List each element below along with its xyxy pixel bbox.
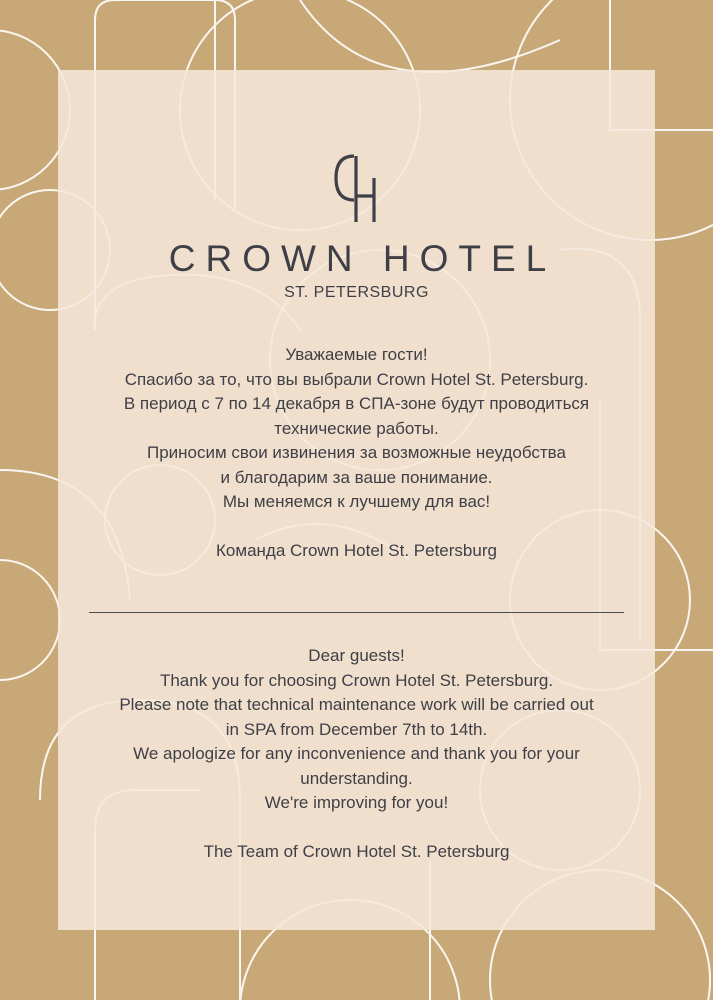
ru-signature: Команда Crown Hotel St. Petersburg [216, 541, 497, 560]
en-line: in SPA from December 7th to 14th. [225, 719, 488, 739]
ru-line: Спасибо за то, что вы выбрали Crown Hotel St. Petersburg. [124, 369, 589, 389]
ru-line: Мы меняемся к лучшему для вас! [222, 492, 491, 511]
en-line: understanding. [300, 768, 413, 788]
english-notice [58, 644, 655, 865]
en-line: We're improving for you! [264, 793, 449, 812]
en-line: We apologize for any inconvenience and thank you for your [133, 744, 580, 763]
en-line: Please note that technical maintenance work will be carried out [119, 695, 594, 714]
en-line: Dear guests! [308, 646, 405, 665]
hotel-location-subtitle: ST. PETERSBURG [284, 284, 429, 301]
ru-line: В период с 7 по 14 декабря в СПА-зоне будут проводиться [123, 394, 590, 413]
ru-line: Приносим свои извинения за возможные неудобства [147, 443, 566, 462]
russian-notice [58, 343, 655, 564]
en-line: Thank you for choosing Crown Hotel St. Petersburg. [159, 670, 554, 690]
ru-line: и благодарим за ваше понимание. [220, 467, 493, 487]
ru-line: технические работы. [274, 418, 439, 438]
hotel-name-title: CROWN HOTEL [168, 238, 557, 279]
ru-line: Уважаемые гости! [285, 345, 428, 364]
crown-hotel-monogram-icon [330, 150, 382, 225]
language-divider [89, 612, 624, 613]
en-signature: The Team of Crown Hotel St. Petersburg [203, 842, 510, 861]
